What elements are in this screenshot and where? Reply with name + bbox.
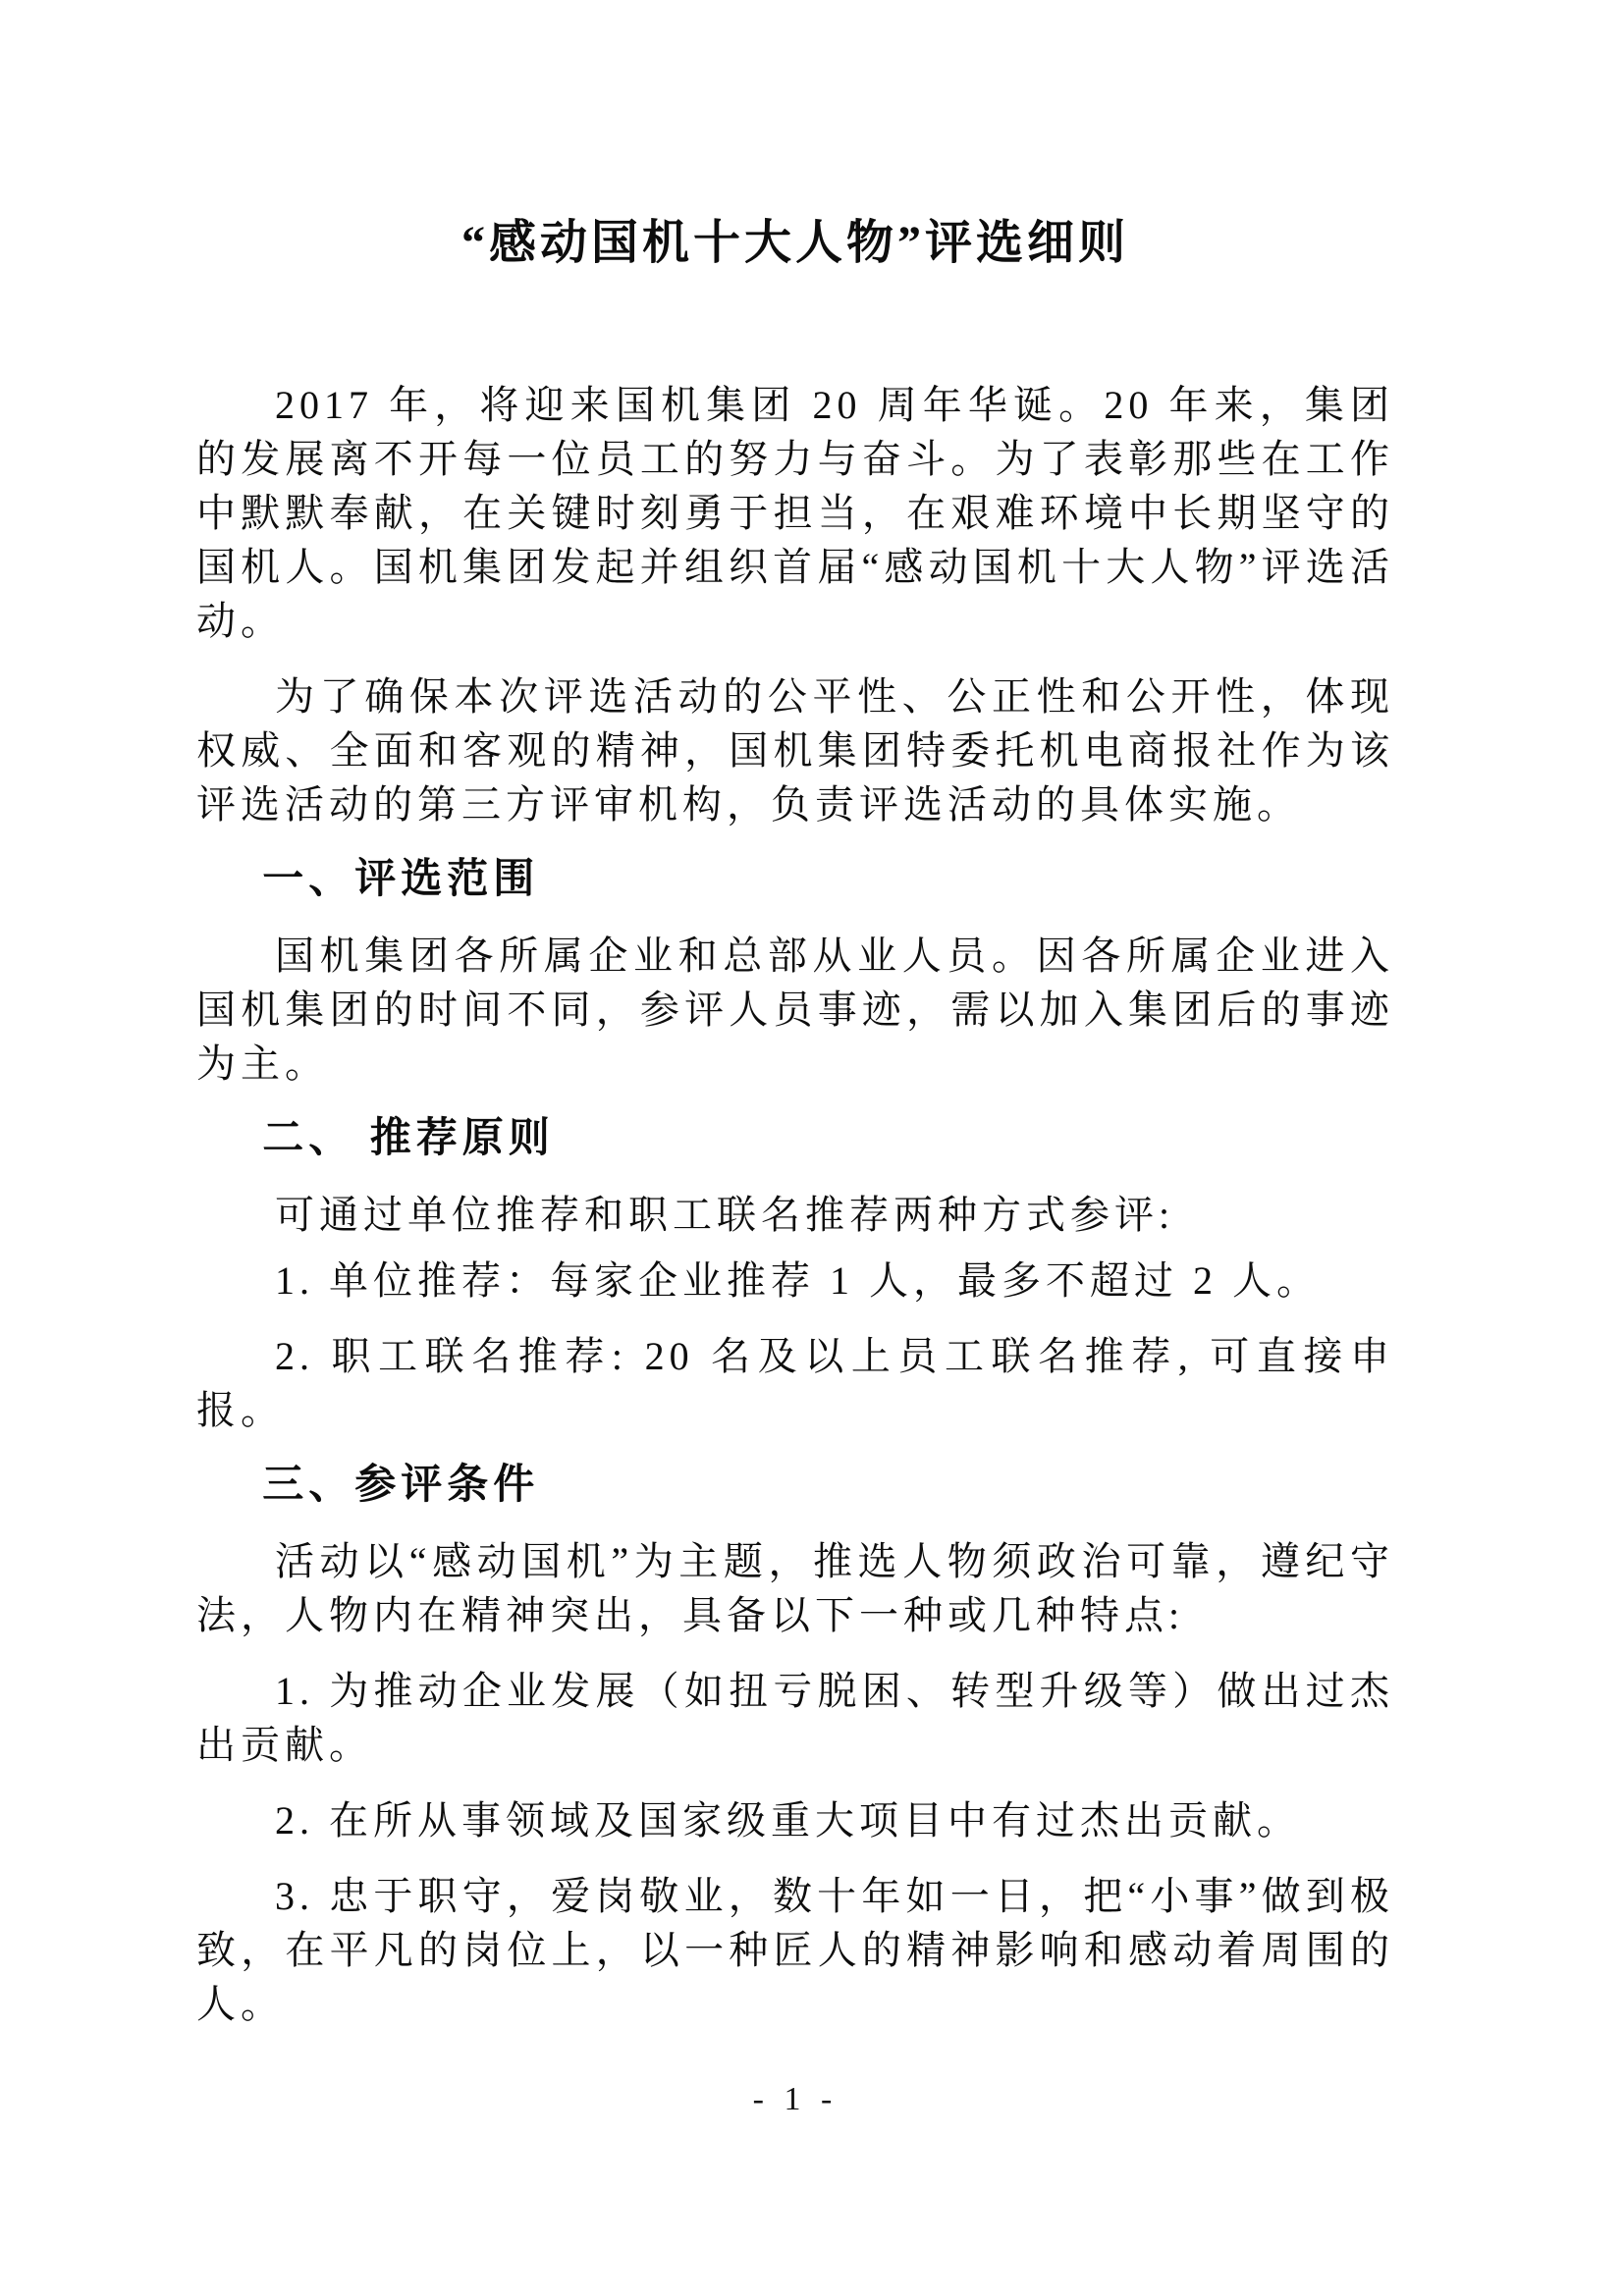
recommendation-item-2: 2. 职工联名推荐: 20 名及以上员工联名推荐, 可直接申报。 bbox=[196, 1334, 1394, 1432]
section-2-heading: 二、 推荐原则 bbox=[262, 1116, 555, 1161]
document-title: “感动国机十大人物”评选细则 bbox=[460, 217, 1129, 269]
criteria-item-1: 1. 为推动企业发展（如扭亏脱困、转型升级等）做出过杰出贡献。 bbox=[196, 1669, 1394, 1767]
page-number: - 1 - bbox=[752, 2081, 839, 2117]
recommendation-item-1: 1. 单位推荐：每家企业推荐 1 人，最多不超过 2 人。 bbox=[275, 1258, 1321, 1303]
criteria-item-3: 3. 忠于职守，爱岗敬业，数十年如一日，把“小事”做到极致，在平凡的岗位上，以一种匠人的精神影响和感动着周围的人。 bbox=[196, 1874, 1394, 2026]
criteria-intro: 活动以“感动国机”为主题，推选人物须政治可靠，遵纪守法，人物内在精神突出，具备以下一种或几种特点: bbox=[196, 1539, 1394, 1637]
intro-paragraph: 2017 年，将迎来国机集团 20 周年华诞。20 年来，集团的发展离不开每一位员工的努力与奋斗。为了表彰那些在工作中默默奉献，在关键时刻勇于担当，在艰难环境中长期坚守的国机人。国机集团发起并组织首届“感动国机十大人物”评选活动。 bbox=[196, 383, 1394, 643]
section-1-heading: 一、评选范围 bbox=[262, 857, 540, 902]
criteria-item-2: 2. 在所从事领域及国家级重大项目中有过杰出贡献。 bbox=[275, 1798, 1301, 1842]
section-3-heading: 三、参评条件 bbox=[262, 1463, 540, 1508]
section-1-body: 国机集团各所属企业和总部从业人员。因各所属企业进入国机集团的时间不同，参评人员事迹，需以加入集团后的事迹为主。 bbox=[196, 934, 1394, 1086]
fairness-paragraph: 为了确保本次评选活动的公平性、公正性和公开性，体现权威、全面和客观的精神，国机集团特委托机电商报社作为该评选活动的第三方评审机构，负责评选活动的具体实施。 bbox=[196, 674, 1394, 827]
recommendation-intro: 可通过单位推荐和职工联名推荐两种方式参评: bbox=[275, 1193, 1175, 1237]
